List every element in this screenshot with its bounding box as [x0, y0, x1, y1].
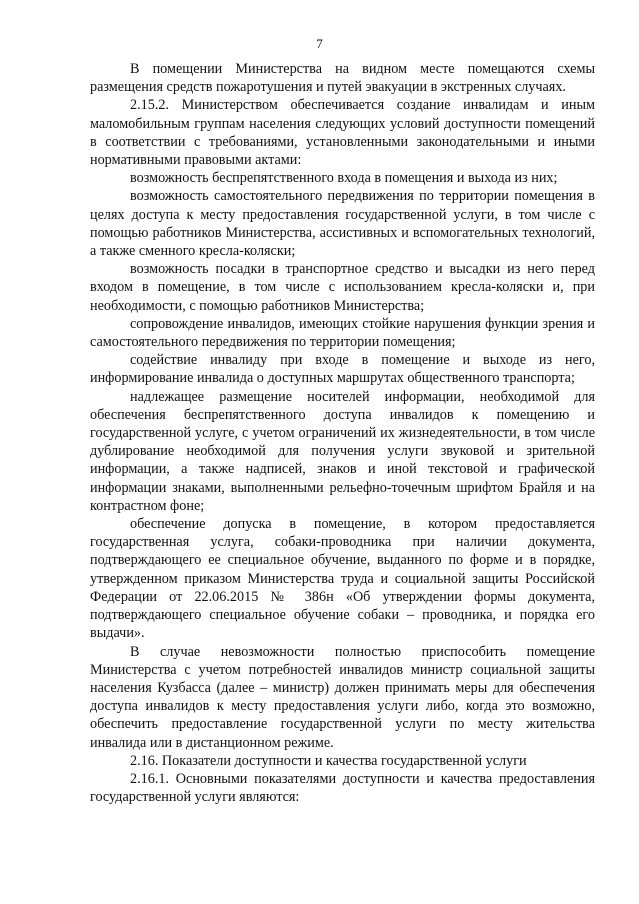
- paragraph: возможность беспрепятственного входа в помещения и выхода из них;: [130, 170, 558, 187]
- paragraph: надлежащее размещение носителей информации, необходимой для обеспечения беспрепятственного доступа инвалидов к помещению и государственной услуге, с учетом ограничений их жизнедеятельности, в том числе дублирование необходимой для получения услуги звуковой и зрительной информации, а также надписей, знаков и иной текстовой и графической информации знаками, выполненными рельефно-точечным шрифтом Брайля и на контрастном фоне;: [90, 388, 595, 514]
- paragraph: возможность самостоятельного передвижения по территории помещения в целях доступа к месту предоставления государственной услуги, в том числе с помощью работников Министерства, ассистивных и вспомогательных технологий, а также сменного кресла-коляски;: [90, 188, 595, 260]
- paragraph: обеспечение допуска в помещение, в котором предоставляется государственная услуга, собаки-проводника при наличии документа, подтверждающего ее специальное обучение, выданного по форме и в порядке, утвержденном приказом Министерства труда и социальной защиты Российской Федерации от 22.06.2015 № 386н «Об утверждении формы документа, подтверждающего специальное обучение собаки – проводника, и порядка его выдачи».: [90, 516, 595, 642]
- page-number: 7: [316, 36, 323, 51]
- paragraph: 2.15.2. Министерством обеспечивается создание инвалидам и иным маломобильным группам населения следующих условий доступности помещений в соответствии с требованиями, установленными законодательными и иными нормативными правовыми актами:: [90, 97, 595, 169]
- paragraph: возможность посадки в транспортное средство и высадки из него перед входом в помещение, в том числе с использованием кресла-коляски и, при необходимости, с помощью работников Министерства;: [90, 261, 595, 314]
- document-body: [90, 60, 595, 806]
- paragraph: В случае невозможности полностью приспособить помещение Министерства с учетом потребностей инвалидов министр социальной защиты населения Кузбасса (далее – министр) должен принимать меры для обеспечения доступа инвалидов к месту предоставления услуги либо, когда это возможно, обеспечить предоставление государственной услуги по месту жительства инвалида или в дистанционном режиме.: [90, 643, 595, 751]
- paragraph: сопровождение инвалидов, имеющих стойкие нарушения функции зрения и самостоятельного передвижения по территории помещения;: [90, 315, 595, 351]
- paragraph: содействие инвалиду при входе в помещение и выходе из него, информирование инвалида о доступных маршрутах общественного транспорта;: [90, 352, 595, 387]
- paragraph: В помещении Министерства на видном месте помещаются схемы размещения средств пожаротушения и путей эвакуации в экстренных случаях.: [90, 61, 595, 96]
- paragraph: 2.16.1. Основными показателями доступности и качества предоставления государственной услуги являются:: [90, 770, 595, 806]
- section-heading: 2.16. Показатели доступности и качества государственной услуги: [130, 752, 527, 769]
